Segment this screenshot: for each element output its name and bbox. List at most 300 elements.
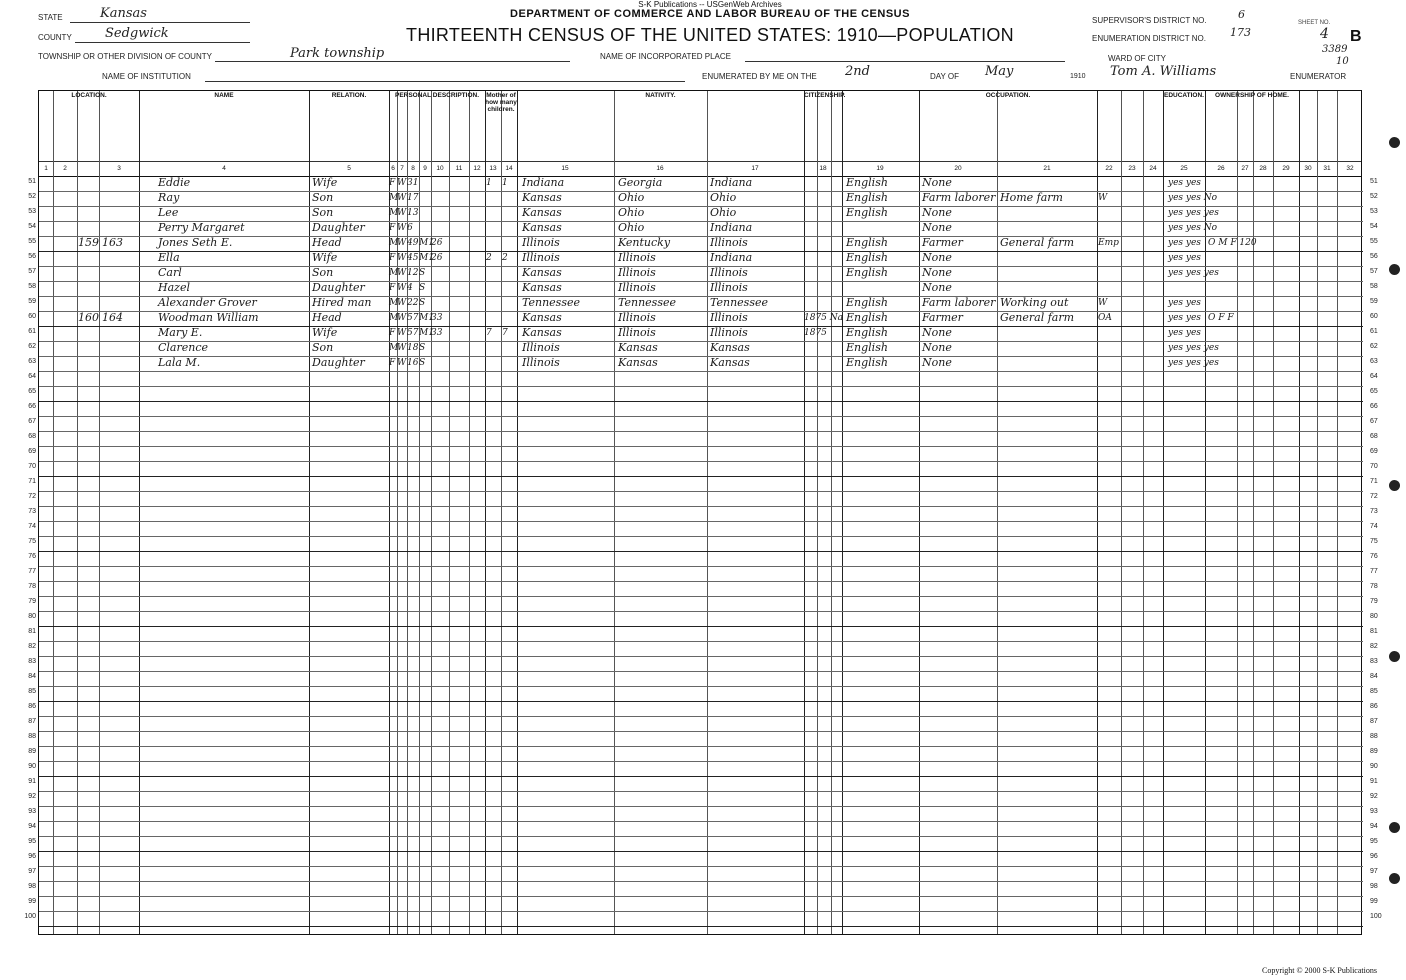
line-number: 77 [1370,568,1378,575]
ward-label: WARD OF CITY [1108,54,1166,63]
line-number: 74 [28,523,36,530]
table-row [39,507,1363,522]
line-number: 93 [28,808,36,815]
county-underline [75,42,250,43]
column-group-header [1163,91,1205,177]
line-number: 76 [28,553,36,560]
record-age: 4 [407,283,413,293]
line-number: 95 [1370,838,1378,845]
record-language: English [846,251,888,264]
record-married: M1 [419,313,434,323]
line-number: 70 [1370,463,1378,470]
line-number: 75 [1370,538,1378,545]
record-relation: Daughter [312,221,365,234]
table-row [39,237,1363,252]
record-language: English [846,296,888,309]
record-relation: Son [312,206,334,219]
census-sheet [38,90,1362,935]
line-number: 67 [1370,418,1378,425]
record-name: Woodman William [158,311,259,324]
record-name: Mary E. [158,326,203,339]
table-row [39,432,1363,447]
state-label: STATE [38,13,63,22]
line-number: 95 [28,838,36,845]
table-row [39,552,1363,567]
record-age: 17 [407,193,419,203]
record-read: yes yes [1168,178,1201,188]
table-row [39,717,1363,732]
table-row [39,702,1363,717]
township-label: TOWNSHIP OR OTHER DIVISION OF COUNTY [38,52,212,61]
sheet-label: SHEET NO. [1298,20,1331,26]
record-read: yes yes No [1168,223,1218,233]
line-number: 66 [1370,403,1378,410]
record-sex: F [389,328,396,338]
record-relation: Daughter [312,281,365,294]
record-mother: Kansas [710,341,750,354]
record-race: W [397,238,407,248]
record-industry: Working out [1000,296,1069,309]
record-industry: General farm [1000,311,1075,324]
record-race: W [397,358,407,368]
line-number: 68 [1370,433,1378,440]
line-number: 81 [1370,628,1378,635]
record-relation: Son [312,266,334,279]
column-group-label: NAME [214,92,234,99]
line-number: 94 [1370,823,1378,830]
county-value: Sedgwick [105,26,169,41]
record-family: 163 [102,236,123,249]
supervisor-value: 6 [1238,8,1245,21]
record-language: English [846,326,888,339]
enumerator-label: ENUMERATOR [1290,72,1347,81]
record-father: Ohio [618,221,645,234]
table-row [39,402,1363,417]
table-row [39,732,1363,747]
record-birthplace: Kansas [522,206,562,219]
record-age: 13 [407,208,419,218]
table-row [39,462,1363,477]
record-trade: None [922,281,952,294]
column-group-header [139,91,309,177]
column-number: 4 [222,165,226,172]
line-number: 54 [28,223,36,230]
line-number: 70 [28,463,36,470]
record-race: W [397,193,407,203]
record-name: Carl [158,266,182,279]
record-living: 2 [502,253,508,263]
record-family: 164 [102,311,123,324]
record-sex: M [389,208,399,218]
column-number: 32 [1346,165,1354,172]
record-children: 2 [486,253,492,263]
table-row [39,612,1363,627]
line-number: 88 [28,733,36,740]
record-name: Alexander Grover [158,296,257,309]
record-children: 7 [486,328,492,338]
record-years: 33 [431,328,443,338]
table-row [39,792,1363,807]
line-number: 99 [28,898,36,905]
record-birthplace: Kansas [522,311,562,324]
record-birthplace: Kansas [522,266,562,279]
record-father: Kansas [618,356,658,369]
record-name: Eddie [158,176,191,189]
table-row [39,897,1363,912]
record-mother: Indiana [710,251,753,264]
record-immig: 1875 Na [804,313,844,323]
column-number: 6 [391,165,395,172]
line-number: 76 [1370,553,1378,560]
record-sex: M [389,343,399,353]
state-value: Kansas [100,6,147,21]
record-sex: F [389,178,396,188]
record-name: Lee [158,206,179,219]
record-race: W [397,178,407,188]
column-number: 18 [819,165,827,172]
line-number: 71 [1370,478,1378,485]
line-number: 64 [1370,373,1378,380]
township-underline [215,61,570,62]
line-number: 98 [28,883,36,890]
line-number: 98 [1370,883,1378,890]
record-mother: Ohio [710,191,737,204]
column-number: 2 [63,165,67,172]
table-row [39,762,1363,777]
record-married: S [419,268,426,278]
record-years: 33 [431,313,443,323]
record-birthplace: Indiana [522,176,565,189]
record-birthplace: Kansas [522,281,562,294]
record-trade: None [922,251,952,264]
record-years: 26 [431,253,443,263]
line-number: 97 [28,868,36,875]
column-number: 13 [489,165,497,172]
record-language: English [846,191,888,204]
record-read: yes yes yes [1168,268,1219,278]
column-number: 29 [1282,165,1290,172]
column-number: 30 [1304,165,1312,172]
record-sex: F [389,283,396,293]
table-row [39,807,1363,822]
line-number: 72 [28,493,36,500]
record-married: M1 [419,238,434,248]
record-relation: Son [312,191,334,204]
line-number: 73 [1370,508,1378,515]
line-number: 61 [1370,328,1378,335]
punch-hole [1389,480,1400,491]
record-trade: Farmer [922,311,963,324]
line-number: 57 [28,268,36,275]
table-row [39,582,1363,597]
record-language: English [846,356,888,369]
record-read: yes yes [1168,328,1201,338]
column-number: 20 [954,165,962,172]
record-read: yes yes [1168,313,1201,323]
line-number: 90 [28,763,36,770]
line-number: 78 [1370,583,1378,590]
table-row [39,657,1363,672]
table-row [39,477,1363,492]
record-trade: Farmer [922,236,963,249]
line-number: 87 [28,718,36,725]
column-number: 28 [1259,165,1267,172]
table-row [39,417,1363,432]
column-number: 9 [423,165,427,172]
record-name: Perry Margaret [158,221,245,234]
column-number: 10 [436,165,444,172]
record-living: 1 [502,178,508,188]
column-group-header [309,91,389,177]
department-title: DEPARTMENT OF COMMERCE AND LABOR BUREAU OF THE CENSUS [510,8,910,20]
record-name: Clarence [158,341,209,354]
table-row [39,627,1363,642]
table-row [39,642,1363,657]
record-age: 18 [407,343,419,353]
record-mother: Tennessee [710,296,768,309]
record-mother: Ohio [710,206,737,219]
line-number: 80 [28,613,36,620]
column-number: 24 [1149,165,1157,172]
table-row [39,867,1363,882]
record-sex: F [389,253,396,263]
line-number: 74 [1370,523,1378,530]
record-language: English [846,311,888,324]
column-group-header [485,91,517,177]
punch-hole [1389,137,1400,148]
column-number: 14 [505,165,513,172]
column-number: 5 [347,165,351,172]
record-father: Kentucky [618,236,671,249]
record-sex: M [389,313,399,323]
line-number: 59 [28,298,36,305]
table-row [39,747,1363,762]
record-read: yes yes [1168,298,1201,308]
record-class: Emp [1098,238,1119,248]
record-birthplace: Kansas [522,191,562,204]
record-birthplace: Illinois [522,341,560,354]
record-age: 6 [407,223,413,233]
record-mother: Illinois [710,326,748,339]
record-mother: Indiana [710,176,753,189]
record-name: Lala M. [158,356,201,369]
column-group-label: EDUCATION. [1164,92,1204,99]
punch-hole [1389,651,1400,662]
record-father: Illinois [618,311,656,324]
record-race: W [397,208,407,218]
state-underline [70,22,250,23]
record-age: 22 [407,298,419,308]
line-number: 66 [28,403,36,410]
record-mother: Indiana [710,221,753,234]
record-mother: Illinois [710,281,748,294]
line-number: 73 [28,508,36,515]
record-birthplace: Kansas [522,326,562,339]
enumerator-name: Tom A. Williams [1110,64,1217,79]
column-group-label: Mother of how many children. [485,92,517,113]
line-number: 82 [28,643,36,650]
line-number: 84 [1370,673,1378,680]
record-father: Tennessee [618,296,676,309]
line-number: 51 [1370,178,1378,185]
record-sex: M [389,238,399,248]
column-number: 27 [1241,165,1249,172]
record-read: yes yes No [1168,193,1218,203]
line-number: 64 [28,373,36,380]
column-group-header [517,91,804,177]
record-age: 12 [407,268,419,278]
column-number: 26 [1217,165,1225,172]
line-number: 65 [28,388,36,395]
copyright: Copyright © 2000 S-K Publications [1262,966,1377,975]
record-name: Ray [158,191,180,204]
record-owned: O M F 120 [1208,238,1257,248]
record-class: W [1098,298,1108,308]
table-row [39,687,1363,702]
line-number: 99 [1370,898,1378,905]
line-number: 75 [28,538,36,545]
record-relation: Wife [312,326,338,339]
column-number: 7 [400,165,404,172]
column-group-label: CITIZENSHIP. [804,92,846,99]
line-number: 61 [28,328,36,335]
record-trade: Farm laborer [922,296,996,309]
record-sex: F [389,358,396,368]
table-row [39,252,1363,267]
record-age: 31 [407,178,419,188]
column-number: 12 [473,165,481,172]
table-row [39,597,1363,612]
record-read: yes yes [1168,238,1201,248]
record-dwelling: 159 [78,236,99,249]
record-name: Hazel [158,281,190,294]
table-row [39,342,1363,357]
column-group-label: OCCUPATION. [985,92,1031,99]
column-number: 16 [656,165,664,172]
record-trade: None [922,326,952,339]
record-language: English [846,266,888,279]
table-row [39,387,1363,402]
record-relation: Head [312,311,342,324]
table-row [39,822,1363,837]
line-number: 62 [28,343,36,350]
punch-hole [1389,822,1400,833]
record-trade: None [922,206,952,219]
record-relation: Hired man [312,296,372,309]
record-birthplace: Kansas [522,221,562,234]
line-number: 81 [28,628,36,635]
record-age: 57 [407,313,419,323]
table-row [39,282,1363,297]
record-children: 1 [486,178,492,188]
record-race: W [397,313,407,323]
line-number: 88 [1370,733,1378,740]
enumerated-label: ENUMERATED BY ME ON THE [702,72,817,81]
record-race: W [397,268,407,278]
table-row [39,177,1363,192]
table-row [39,852,1363,867]
line-number: 69 [28,448,36,455]
line-number: 100 [24,913,36,920]
table-row [39,207,1363,222]
place-underline [745,61,1065,62]
table-row [39,192,1363,207]
table-row [39,567,1363,582]
institution-label: NAME OF INSTITUTION [102,72,191,81]
record-age: 16 [407,358,419,368]
table-row [39,777,1363,792]
line-number: 65 [1370,388,1378,395]
line-number: 84 [28,673,36,680]
line-number: 58 [1370,283,1378,290]
record-trade: None [922,341,952,354]
line-number: 53 [28,208,36,215]
column-number: 15 [561,165,569,172]
record-name: Jones Seth E. [158,236,233,249]
record-married: S [419,283,426,293]
record-language: English [846,176,888,189]
column-group-label: NATIVITY. [645,92,676,99]
column-number: 21 [1043,165,1051,172]
record-trade: None [922,221,952,234]
record-industry: Home farm [1000,191,1063,204]
line-number: 82 [1370,643,1378,650]
supervisor-label: SUPERVISOR'S DISTRICT NO. [1092,16,1207,25]
record-language: English [846,206,888,219]
table-row [39,447,1363,462]
column-number: 19 [876,165,884,172]
line-number: 87 [1370,718,1378,725]
record-father: Illinois [618,281,656,294]
column-group-header [919,91,1097,177]
line-number: 86 [28,703,36,710]
punch-hole [1389,873,1400,884]
sheet-note2: 10 [1336,56,1349,67]
record-language: English [846,236,888,249]
record-father: Illinois [618,266,656,279]
year-suffix: 1910 [1070,73,1086,80]
record-sex: M [389,268,399,278]
line-number: 90 [1370,763,1378,770]
record-read: yes yes yes [1168,343,1219,353]
day-of-label: DAY OF [930,72,960,81]
record-living: 7 [502,328,508,338]
township-value: Park township [290,46,385,61]
line-number: 94 [28,823,36,830]
record-age: 57 [407,328,419,338]
record-trade: None [922,266,952,279]
record-language: English [846,341,888,354]
record-mother: Illinois [710,236,748,249]
table-row [39,372,1363,387]
record-birthplace: Illinois [522,356,560,369]
column-number: 23 [1128,165,1136,172]
sheet-value: 4 [1320,26,1329,42]
line-number: 78 [28,583,36,590]
line-number: 58 [28,283,36,290]
line-number: 91 [28,778,36,785]
column-group-label: OWNERSHIP OF HOME. [1215,92,1289,99]
record-mother: Illinois [710,266,748,279]
table-row [39,267,1363,282]
column-number: 17 [751,165,759,172]
record-dwelling: 160 [78,311,99,324]
line-number: 83 [1370,658,1378,665]
record-name: Ella [158,251,180,264]
column-number: 22 [1105,165,1113,172]
record-relation: Head [312,236,342,249]
table-row [39,837,1363,852]
